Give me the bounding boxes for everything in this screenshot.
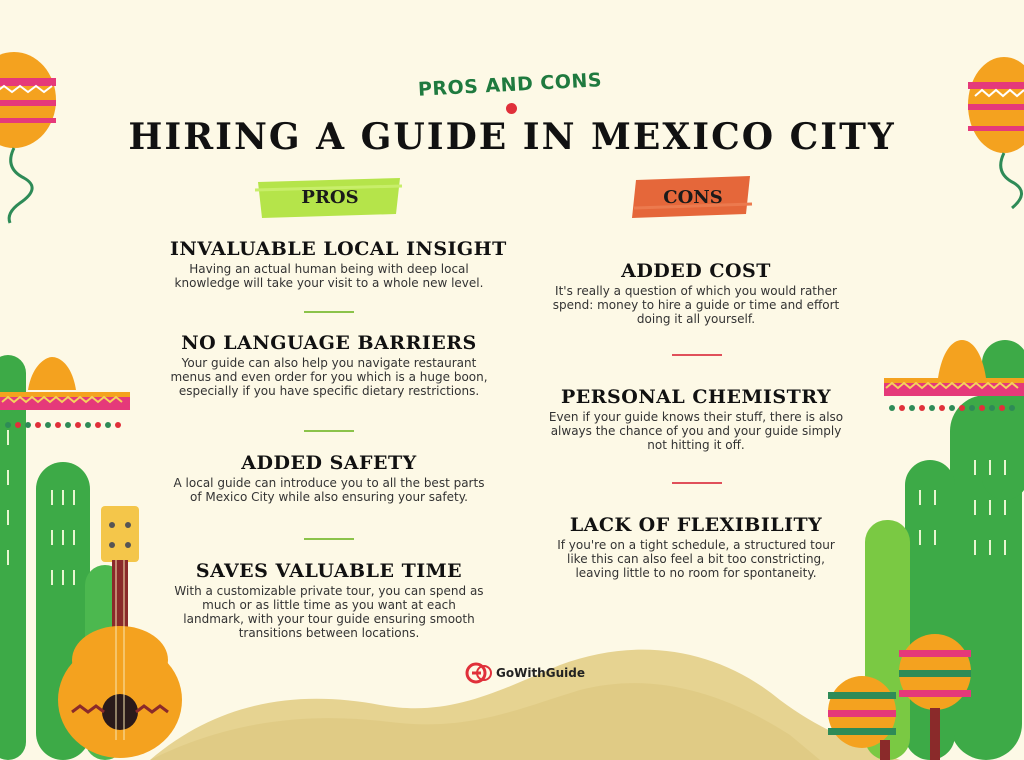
pros-item-title: INVALUABLE LOCAL INSIGHT	[170, 238, 507, 260]
pros-item	[170, 452, 488, 504]
cons-divider	[672, 482, 722, 484]
gowithguide-logo-icon	[467, 664, 491, 682]
pros-item-text: A local guide can introduce you to all the best parts of Mexico City while also ensuring your safety.	[173, 476, 485, 504]
pros-heading: PROS	[301, 187, 359, 208]
cons-item	[548, 260, 844, 326]
cons-item	[548, 514, 844, 580]
cons-item-title: PERSONAL CHEMISTRY	[560, 386, 832, 408]
cons-item-title: ADDED COST	[621, 260, 771, 282]
page-title: HIRING A GUIDE IN MEXICO CITY	[128, 116, 896, 158]
pros-item-text: Having an actual human being with deep local knowledge will take your visit to a whole new level.	[174, 262, 484, 290]
pros-item	[170, 238, 507, 290]
pros-item-text: Your guide can also help you navigate restaurant menus and even order for you which is a huge boon, especially if you have specific dietary restrictions.	[170, 356, 488, 398]
pros-item-title: NO LANGUAGE BARRIERS	[181, 332, 477, 354]
pros-item-title: ADDED SAFETY	[241, 452, 417, 474]
pros-item	[170, 560, 488, 640]
cons-heading: CONS	[663, 187, 723, 208]
cons-divider	[672, 354, 722, 356]
pros-item	[170, 332, 488, 398]
pros-divider	[304, 311, 354, 313]
kicker-text: PROS AND CONS	[417, 69, 603, 101]
cons-item	[548, 386, 844, 452]
kicker-dot	[506, 103, 517, 114]
pros-divider	[304, 538, 354, 540]
pros-item-title: SAVES VALUABLE TIME	[195, 560, 463, 582]
cons-item-text: It's really a question of which you would rather spend: money to hire a guide or time and effort doing it all yourself.	[552, 284, 840, 326]
pros-divider	[304, 430, 354, 432]
cons-item-text: If you're on a tight schedule, a structured tour like this can also feel a bit too constricting, leaving little to no room for spontaneity.	[557, 538, 835, 580]
brand-name: GoWithGuide	[496, 666, 585, 680]
cons-item-title: LACK OF FLEXIBILITY	[569, 514, 823, 536]
cons-item-text: Even if your guide knows their stuff, there is also always the chance of you and your guide simply not hitting it off.	[548, 410, 844, 452]
pros-item-text: With a customizable private tour, you can spend as much or as little time as you want at each landmark, with your tour guide ensuring smooth transitions between locations.	[174, 584, 484, 640]
